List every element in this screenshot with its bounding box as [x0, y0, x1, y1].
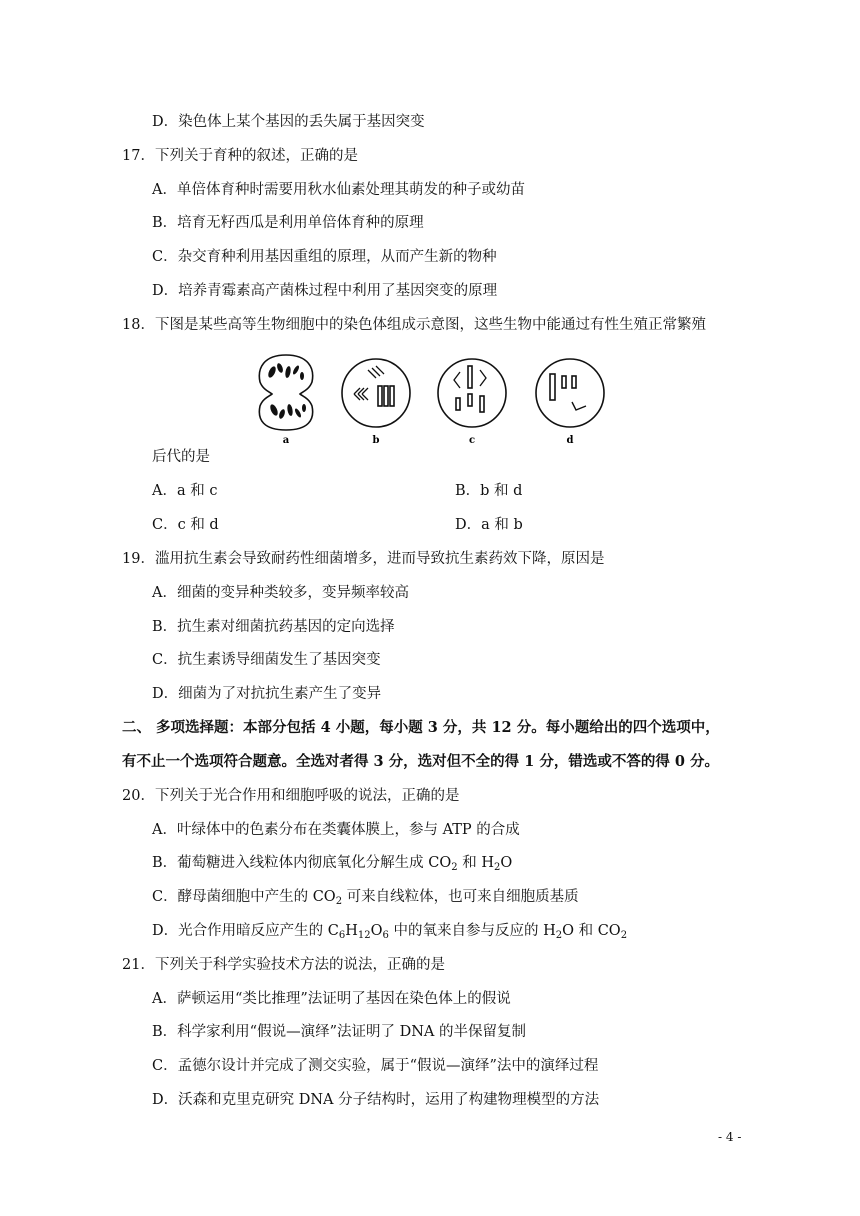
cell-d [536, 359, 604, 427]
section2-instructions-line2: 有不止一个选项符合题意。全选对者得 3 分，选对但不全的得 1 分，错选或不答的得 0 分。 [122, 753, 720, 770]
q19-option-d: D．细菌为了对抗抗生素产生了变异 [152, 686, 382, 702]
q21-option-b: B．科学家利用“假说—演绎”法证明了 DNA 的半保留复制 [152, 1024, 526, 1040]
label-c: c [468, 435, 476, 445]
q18-stem-cont: 后代的是 [152, 449, 210, 465]
label-a: a [282, 435, 290, 445]
q17-option-d: D．培养青霉素高产菌株过程中利用了基因突变的原理 [152, 283, 498, 299]
q21-stem: 21．下列关于科学实验技术方法的说法，正确的是 [122, 957, 445, 973]
chromosome-figure [250, 350, 610, 445]
q16-option-d: D．染色体上某个基因的丢失属于基因突变 [152, 114, 425, 130]
q18-stem: 18．下图是某些高等生物细胞中的染色体组成示意图，这些生物中能通过有性生殖正常繁殖 [122, 317, 706, 333]
page-number: - 4 - [718, 1130, 742, 1144]
q20-option-c: C．酵母菌细胞中产生的 $CO_2$ 可来自线粒体，也可来自细胞质基质 [152, 889, 579, 907]
q17-option-a: A．单倍体育种时需要用秋水仙素处理其萌发的种子或幼苗 [152, 182, 525, 198]
label-b: b [372, 435, 380, 445]
q17-option-b: B．培育无籽西瓜是利用单倍体育种的原理 [152, 215, 424, 231]
cell-a-chromosomes [267, 362, 306, 419]
q19-stem: 19．滥用抗生素会导致耐药性细菌增多，进而导致抗生素药效下降，原因是 [122, 551, 605, 567]
q20-option-a: A．叶绿体中的色素分布在类囊体膜上，参与 ATP 的合成 [152, 822, 520, 838]
q17-option-c: C．杂交育种利用基因重组的原理，从而产生新的物种 [152, 249, 497, 265]
cell-a [259, 355, 312, 430]
q18-option-b: B．b 和 d [455, 483, 523, 499]
q18-option-a: A．a 和 c [152, 483, 218, 499]
label-d: d [566, 435, 574, 445]
q20-option-b: B．葡萄糖进入线粒体内彻底氧化分解生成 $CO_2$ 和 $H_2O$ [152, 855, 513, 873]
q18-option-c: C．c 和 d [152, 517, 219, 533]
q21-option-c: C．孟德尔设计并完成了测交实验，属于“假说—演绎”法中的演绎过程 [152, 1058, 599, 1074]
q20-option-d: D．光合作用暗反应产生的 $C_6H_{12}O_6$ 中的氧来自参与反应的 $H_2O$ 和 $CO_2$ [152, 923, 628, 941]
q21-option-a: A．萨顿运用“类比推理”法证明了基因在染色体上的假说 [152, 991, 511, 1007]
section2-instructions-line1: 二、 多项选择题：本部分包括 4 小题，每小题 3 分，共 12 分。每小题给出的四个选项中， [122, 719, 720, 736]
q20-stem: 20．下列关于光合作用和细胞呼吸的说法，正确的是 [122, 788, 460, 804]
q17-stem: 17．下列关于育种的叙述，正确的是 [122, 148, 358, 164]
cell-b [342, 359, 410, 427]
q19-option-c: C．抗生素诱导细菌发生了基因突变 [152, 652, 381, 668]
q19-option-a: A．细菌的变异种类较多，变异频率较高 [152, 585, 409, 601]
cell-c [438, 359, 506, 427]
q19-option-b: B．抗生素对细菌抗药基因的定向选择 [152, 619, 395, 635]
q21-option-d: D．沃森和克里克研究 DNA 分子结构时，运用了构建物理模型的方法 [152, 1092, 600, 1108]
q18-option-d: D．a 和 b [455, 517, 523, 533]
